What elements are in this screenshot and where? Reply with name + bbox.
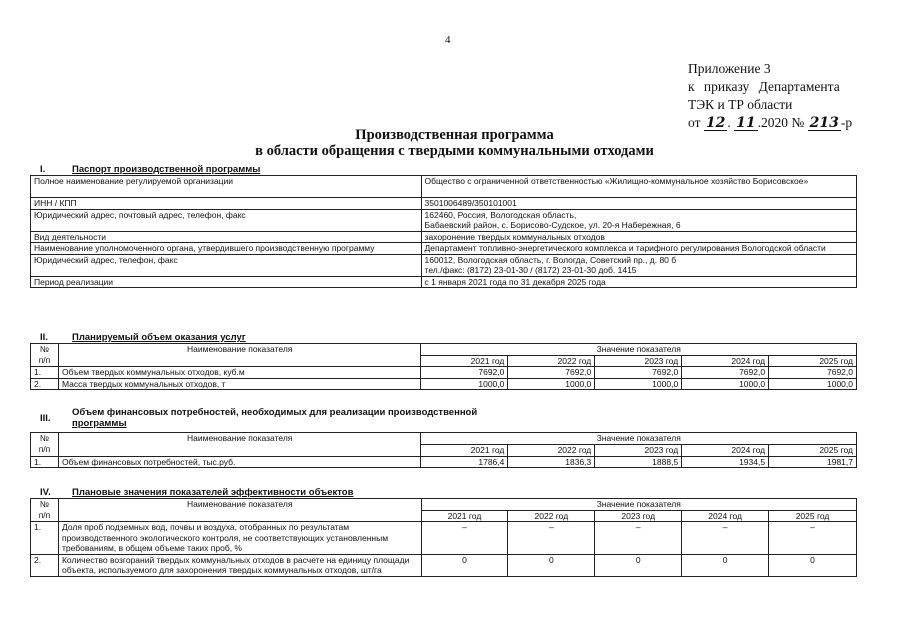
num-header-line: п/п xyxy=(38,354,51,365)
section-4-number: IV. xyxy=(40,487,51,498)
year-header: 2022 год xyxy=(508,510,595,522)
table-header-row xyxy=(31,499,857,511)
name-header: Наименование показателя xyxy=(58,344,420,367)
table-row xyxy=(31,176,857,198)
order-suffix: -р xyxy=(840,115,853,130)
row-number: 1. xyxy=(31,522,59,555)
year-header: 2025 год xyxy=(769,355,857,367)
passport-label: Полное наименование регулируемой организации xyxy=(31,176,422,198)
passport-value-line: тел./факс: (8172) 23-01-30 / (8172) 23-01-30 доб. 1415 xyxy=(424,265,637,275)
passport-value-line: 160012, Вологодская область, г. Вологда, Советский пр., д. 80 б xyxy=(424,254,677,265)
page-number: 4 xyxy=(445,34,451,46)
year-header: 2021 год xyxy=(421,510,508,522)
section-4-heading xyxy=(40,487,353,498)
date-month: 11 xyxy=(736,115,756,131)
row-value: 1000,0 xyxy=(595,378,682,390)
date-prefix: от xyxy=(688,115,701,130)
row-name: Доля проб подземных вод, почвы и воздуха, отобранных по результатам производственного экологического контроля, не соответствующих установленным требованиям, в общем объеме таких проб, % xyxy=(58,522,421,555)
num-header-line: п/п xyxy=(38,509,51,520)
row-value: 0 xyxy=(682,554,769,576)
row-value: 1000,0 xyxy=(769,378,857,390)
passport-label: Период реализации xyxy=(31,276,422,288)
passport-label: Вид деятельности xyxy=(31,231,422,243)
passport-value: захоронение твердых коммунальных отходов xyxy=(421,231,856,243)
row-value: 0 xyxy=(595,554,682,576)
year-header: 2022 год xyxy=(508,445,595,457)
passport-value-line: Бабаевский район, с. Борисово-Судское, ул. 20-я Набережная, 6 xyxy=(424,220,681,230)
num-header-line: № xyxy=(39,344,50,354)
row-value: 7692,0 xyxy=(769,367,857,379)
services-volume-table xyxy=(30,343,857,390)
row-number: 2. xyxy=(31,554,59,576)
appendix-line-3: ТЭК и ТР области xyxy=(688,97,793,112)
row-value: 1786,4 xyxy=(421,456,508,468)
row-value: 1000,0 xyxy=(508,378,595,390)
year-header: 2023 год xyxy=(595,355,682,367)
efficiency-indicators-table xyxy=(30,498,857,577)
appendix-line-2: к приказу Департамента xyxy=(688,79,840,94)
year-header: 2021 год xyxy=(421,355,508,367)
year-header: 2023 год xyxy=(595,445,682,457)
row-value: 7692,0 xyxy=(682,367,769,379)
row-value: – xyxy=(595,522,682,555)
section-3-title xyxy=(72,408,477,429)
row-value: 7692,0 xyxy=(508,367,595,379)
table-header-row xyxy=(31,344,857,356)
num-header xyxy=(31,344,59,367)
row-number: 1. xyxy=(31,456,59,468)
table-row xyxy=(31,367,857,379)
num-header-line: № xyxy=(39,433,50,443)
row-value: 1836,3 xyxy=(508,456,595,468)
date-sep: . xyxy=(727,115,731,130)
passport-value xyxy=(421,209,856,231)
row-value: 1934,5 xyxy=(682,456,769,468)
section-4-title: Плановые значения показателей эффективности объектов xyxy=(72,487,354,498)
section-3-heading xyxy=(40,408,477,429)
section-2-number: II. xyxy=(40,332,48,343)
section-3-number: III. xyxy=(40,413,51,424)
num-header xyxy=(31,499,59,522)
row-name: Масса твердых коммунальных отходов, т xyxy=(58,378,420,390)
table-row xyxy=(31,231,857,243)
table-row xyxy=(31,554,857,576)
row-name: Объем финансовых потребностей, тыс.руб. xyxy=(58,456,420,468)
passport-value xyxy=(421,254,856,276)
year-header: 2024 год xyxy=(682,355,769,367)
table-row xyxy=(31,456,857,468)
passport-label: ИНН / КПП xyxy=(31,198,422,210)
passport-value-line: 162460, Россия, Вологодская область, xyxy=(424,209,577,220)
table-row xyxy=(31,209,857,231)
year-header: 2023 год xyxy=(595,510,682,522)
year-header: 2025 год xyxy=(769,510,857,522)
section-1-title: Паспорт производственной программы xyxy=(72,164,261,175)
row-value: – xyxy=(421,522,508,555)
passport-value: Департамент топливно-энергетического комплекса и тарифного регулирования Вологодской области xyxy=(421,243,856,255)
section-1-number: I. xyxy=(40,164,46,175)
passport-value: Общество с ограниченной ответственностью «Жилищно-коммунальное хозяйство Борисовское» xyxy=(421,176,856,198)
num-header-line: п/п xyxy=(38,443,51,454)
value-header: Значение показателя xyxy=(421,344,857,356)
table-row xyxy=(31,243,857,255)
row-value: – xyxy=(682,522,769,555)
order-number: 213 xyxy=(809,115,839,131)
value-header: Значение показателя xyxy=(421,433,857,445)
num-header-line: № xyxy=(39,499,50,509)
year-header: 2025 год xyxy=(769,445,857,457)
title-line-1: Производственная программа xyxy=(355,127,554,143)
section-2-title: Планируемый объем оказания услуг xyxy=(72,332,246,343)
table-row xyxy=(31,198,857,210)
section-1-heading xyxy=(40,164,260,175)
table-row xyxy=(31,378,857,390)
appendix-line-1: Приложение 3 xyxy=(688,61,771,76)
financial-needs-table xyxy=(30,432,857,468)
row-number: 2. xyxy=(31,378,59,390)
date-day: 12 xyxy=(705,115,726,131)
year-header: 2024 год xyxy=(682,510,769,522)
document-title xyxy=(0,127,905,159)
row-number: 1. xyxy=(31,367,59,379)
row-value: 0 xyxy=(769,554,857,576)
row-value: 1888,5 xyxy=(595,456,682,468)
section-3-title-line: Объем финансовых потребностей, необходимых для реализации производственной xyxy=(72,407,478,418)
passport-label: Юридический адрес, почтовый адрес, телефон, факс xyxy=(31,209,422,231)
row-value: 1981,7 xyxy=(769,456,857,468)
row-value: – xyxy=(769,522,857,555)
section-3-title-line: программы xyxy=(72,417,127,429)
num-header xyxy=(31,433,59,457)
passport-value: 3501006489/350101001 xyxy=(421,198,856,210)
row-name: Объем твердых коммунальных отходов, куб.м xyxy=(58,367,420,379)
section-2-heading xyxy=(40,332,246,343)
date-year: .2020 № xyxy=(757,115,805,130)
row-value: 7692,0 xyxy=(421,367,508,379)
passport-label: Юридический адрес, телефон, факс xyxy=(31,254,422,276)
table-row xyxy=(31,254,857,276)
title-line-2: в области обращения с твердыми коммунальными отходами xyxy=(255,143,654,159)
row-value: 7692,0 xyxy=(595,367,682,379)
table-row xyxy=(31,522,857,555)
name-header: Наименование показателя xyxy=(58,433,420,457)
year-header: 2021 год xyxy=(421,445,508,457)
table-header-row xyxy=(31,433,857,445)
year-header: 2022 год xyxy=(508,355,595,367)
row-value: 1000,0 xyxy=(682,378,769,390)
year-header: 2024 год xyxy=(682,445,769,457)
row-value: 1000,0 xyxy=(421,378,508,390)
passport-value: с 1 января 2021 года по 31 декабря 2025 года xyxy=(421,276,856,288)
row-value: – xyxy=(508,522,595,555)
row-name: Количество возгораний твердых коммунальных отходов в расчете на единицу площади объекта, используемого для захоронения твердых коммунальных отходов, шт/га xyxy=(58,554,421,576)
passport-label: Наименование уполномоченного органа, утвердившего производственную программу xyxy=(31,243,422,255)
passport-table xyxy=(30,175,857,288)
name-header: Наименование показателя xyxy=(58,499,421,522)
appendix-block xyxy=(688,60,852,132)
value-header: Значение показателя xyxy=(421,499,857,511)
table-row xyxy=(31,276,857,288)
row-value: 0 xyxy=(421,554,508,576)
row-value: 0 xyxy=(508,554,595,576)
